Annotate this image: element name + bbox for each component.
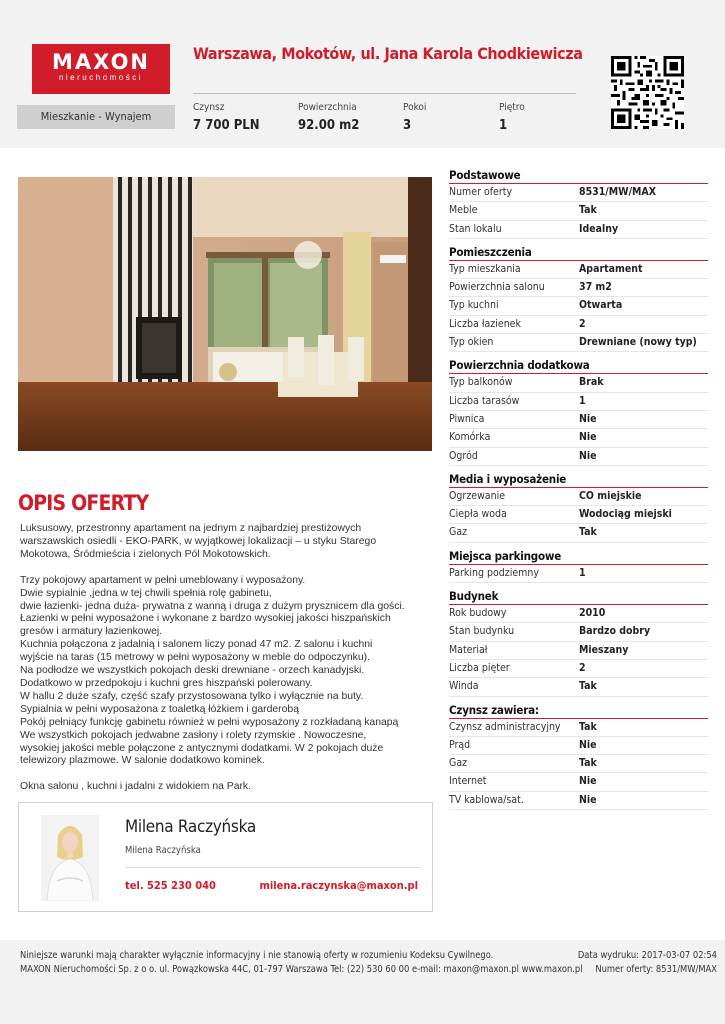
spec-row	[449, 448, 708, 466]
agent-subtitle: Milena Raczyńska	[125, 845, 201, 856]
stat-floor	[499, 102, 525, 133]
spec-row	[449, 623, 708, 641]
spec-row	[449, 737, 708, 755]
spec-key: Czynsz administracyjny	[449, 720, 561, 733]
spec-key: Typ kuchni	[449, 299, 499, 312]
spec-key: Winda	[449, 680, 479, 693]
spec-value: 2010	[579, 607, 606, 620]
description-line: gresów i armatury łazienkowej.	[20, 626, 163, 638]
spec-section	[449, 168, 708, 245]
spec-value: Otwarta	[579, 299, 623, 312]
spec-value: Tak	[579, 204, 597, 217]
spec-section-title: Podstawowe	[449, 168, 708, 184]
spec-key: Meble	[449, 204, 478, 217]
spec-row	[449, 279, 708, 297]
spec-row	[449, 773, 708, 791]
spec-value: Bardzo dobry	[579, 625, 651, 638]
spec-value: CO miejskie	[579, 489, 642, 502]
spec-key: Komórka	[449, 431, 491, 444]
description-body	[20, 523, 420, 794]
spec-value: Tak	[579, 757, 597, 770]
spec-value: Nie	[579, 738, 597, 751]
spec-row	[449, 605, 708, 623]
description-line: Mokotowa, Śródmieścia i zielonych Pól Mokotowskich.	[20, 548, 271, 560]
description-line: Na podłodze we wszystkich pokojach deski drewniane - orzech kanadyjski.	[20, 665, 365, 677]
spec-section	[449, 358, 708, 471]
description-line: Trzy pokojowy apartament w pełni umeblowany i wyposażony.	[20, 574, 306, 586]
spec-value: 2	[579, 661, 586, 674]
spec-row	[449, 221, 708, 239]
stat-rent	[193, 102, 260, 133]
agent-avatar	[41, 815, 99, 901]
spec-section-title: Powierzchnia dodatkowa	[449, 358, 708, 374]
spec-section-title: Miejsca parkingowe	[449, 549, 708, 565]
spec-key: Powierzchnia salonu	[449, 281, 545, 294]
spec-value: Wodociąg miejski	[579, 508, 672, 521]
paragraph-gap	[20, 562, 420, 575]
property-type-badge: Mieszkanie - Wynajem	[17, 105, 175, 129]
description-line: We wszystkich pokojach jedwabne zasłony i rolety rzymskie . Nowoczesne,	[20, 729, 367, 741]
spec-row	[449, 374, 708, 392]
spec-value: Mieszany	[579, 643, 629, 656]
spec-section-title: Budynek	[449, 589, 708, 605]
footer	[0, 940, 725, 1024]
spec-row	[449, 755, 708, 773]
spec-row	[449, 411, 708, 429]
header-band	[0, 0, 725, 148]
description-line: wyjście na taras (15 metrowy w pełni wyposażony w meble do odpoczynku).	[20, 652, 370, 664]
spec-value: Apartament	[579, 262, 643, 275]
spec-value: Idealny	[579, 222, 619, 235]
spec-value: 8531/MW/MAX	[579, 186, 657, 198]
spec-row	[449, 316, 708, 334]
spec-key: Liczba tarasów	[449, 394, 520, 407]
spec-key: Piwnica	[449, 412, 485, 425]
spec-key: Materiał	[449, 643, 488, 656]
spec-row	[449, 642, 708, 660]
spec-section-gap	[449, 810, 708, 816]
agent-name: Milena Raczyńska	[125, 817, 256, 837]
property-address: Warszawa, Mokotów, ul. Jana Karola Chodkiewicza	[193, 44, 583, 63]
logo-brand: MAXON	[51, 50, 151, 74]
spec-key: Liczba łazienek	[449, 317, 521, 330]
qr-code-icon	[611, 56, 684, 129]
spec-key: Internet	[449, 775, 487, 788]
footer-offer-number: Numer oferty: 8531/MW/MAX	[595, 964, 717, 975]
spec-key: Stan lokalu	[449, 222, 502, 235]
spec-row	[449, 184, 708, 202]
spec-section-title: Pomieszczenia	[449, 245, 708, 261]
stat-label: Powierzchnia	[298, 102, 357, 113]
stat-value: 7 700 PLN	[193, 118, 260, 133]
spec-key: Typ okien	[449, 336, 494, 349]
spec-row	[449, 524, 708, 542]
stat-area	[298, 102, 359, 133]
spec-key: Typ mieszkania	[449, 262, 521, 275]
spec-section	[449, 245, 708, 358]
footer-right	[578, 949, 717, 977]
stat-label: Pokoi	[403, 102, 427, 113]
spec-value: Tak	[579, 526, 597, 539]
spec-row	[449, 506, 708, 524]
stat-value: 3	[403, 118, 412, 133]
spec-key: Typ balkonów	[449, 376, 513, 389]
spec-value: Nie	[579, 431, 597, 444]
description-title: OPIS OFERTY	[18, 491, 149, 515]
spec-key: Numer oferty	[449, 186, 513, 198]
description-line: dwie łazienki- jedna duża- prywatna z wanną i druga z dużym prysznicem dla gości.	[20, 600, 405, 612]
description-line: Luksusowy, przestronny apartament na jednym z najbardziej prestiżowych	[20, 523, 362, 534]
spec-row	[449, 429, 708, 447]
spec-section-title: Czynsz zawiera:	[449, 703, 708, 719]
spec-value: Tak	[579, 680, 597, 693]
spec-key: Gaz	[449, 757, 468, 770]
agent-phone[interactable]: tel. 525 230 040	[125, 879, 216, 892]
spec-row	[449, 261, 708, 279]
spec-row	[449, 334, 708, 352]
description-line: Okna salonu , kuchni i jadalni z widokiem na Park.	[20, 781, 252, 793]
spec-key: Prąd	[449, 738, 471, 751]
description-line: Łazienki w pełni wyposażone i wykonane z bardzo wysokiej jakości hiszpańskich	[20, 613, 391, 625]
spec-value: Nie	[579, 449, 597, 462]
spec-row	[449, 297, 708, 315]
spec-row	[449, 678, 708, 696]
property-photo	[18, 177, 432, 451]
spec-value: Nie	[579, 775, 597, 788]
spec-section	[449, 549, 708, 589]
spec-section	[449, 589, 708, 702]
footer-disclaimer: Niniejsze warunki mają charakter wyłącznie informacyjny i nie stanowią oferty w rozumieniu Kodeksu Cywilnego.	[20, 950, 494, 961]
spec-value: 37 m2	[579, 281, 612, 294]
maxon-logo	[32, 44, 170, 94]
specs-panel	[449, 168, 708, 816]
footer-left	[20, 949, 583, 977]
spec-value: Drewniane (nowy typ)	[579, 336, 697, 349]
description-line: Dodatkowo w przedpokoju i kuchni gres hiszpański polerowany.	[20, 677, 313, 689]
spec-key: TV kablowa/sat.	[449, 793, 524, 806]
stat-label: Piętro	[499, 102, 525, 113]
description-line: telewizory plazmowe. W salonie dodatkowo kominek.	[20, 755, 265, 767]
agent-card	[18, 802, 433, 912]
stat-label: Czynsz	[193, 102, 225, 113]
spec-key: Ogród	[449, 449, 478, 462]
spec-key: Gaz	[449, 526, 468, 539]
address-divider	[193, 93, 576, 94]
agent-email-link[interactable]: milena.raczynska@maxon.pl	[259, 879, 418, 892]
paragraph-gap	[20, 768, 420, 781]
description-line: warszawskich osiedli - EKO-PARK, w wyjątkowej lokalizacji – u styku Starego	[20, 535, 377, 547]
description-line: Kuchnia połączona z jadalnią i salonem liczy ponad 47 m2. Z salonu i kuchni	[20, 639, 373, 651]
spec-value: Tak	[579, 720, 597, 733]
spec-section	[449, 472, 708, 549]
spec-value: Brak	[579, 376, 604, 389]
footer-print-date: Data wydruku: 2017-03-07 02:54	[577, 950, 717, 961]
spec-row	[449, 488, 708, 506]
spec-key: Ciepła woda	[449, 508, 507, 521]
spec-row	[449, 719, 708, 737]
stat-value: 1	[499, 118, 508, 133]
spec-value: 1	[579, 394, 586, 407]
stat-value: 92.00 m2	[298, 118, 360, 133]
spec-row	[449, 792, 708, 810]
spec-value: Nie	[579, 412, 597, 425]
spec-value: 2	[579, 317, 586, 330]
spec-row	[449, 202, 708, 220]
spec-value: Nie	[579, 793, 597, 806]
spec-key: Parking podziemny	[449, 566, 539, 579]
description-line: wysokiej jakości meble połączone z antycznymi dodatkami. W 2 pokojach duże	[20, 742, 384, 754]
agent-divider	[125, 867, 421, 868]
spec-key: Ogrzewanie	[449, 489, 506, 502]
description-line: Dwie sypialnie ,jedna w tej chwili spełnia rolę gabinetu,	[20, 587, 272, 599]
logo-subtitle: nieruchomości	[58, 73, 144, 82]
footer-company: MAXON Nieruchomości Sp. z o o. ul. Powązkowska 44C, 01-797 Warszawa Tel: (22) 530 60 00 e-mail: maxon@maxon.pl www.maxon.pl	[20, 964, 583, 975]
spec-key: Liczba pięter	[449, 661, 510, 674]
description-line: Pokój pełniący funkcję gabinetu również w pełni wyposażony z rozkładaną kanapą	[20, 716, 399, 728]
description-line: W hallu 2 duże szafy, część szafy przystosowana tylko i wyłącznie na buty.	[20, 690, 364, 702]
spec-key: Rok budowy	[449, 607, 507, 620]
stat-rooms	[403, 102, 426, 133]
spec-value: 1	[579, 566, 586, 579]
spec-key: Stan budynku	[449, 625, 515, 638]
spec-row	[449, 660, 708, 678]
description-line: Sypialnia w pełni wyposażona z toaletką łóżkiem i garderobą	[20, 703, 299, 715]
spec-section	[449, 703, 708, 816]
spec-row	[449, 565, 708, 583]
spec-row	[449, 393, 708, 411]
spec-section-title: Media i wyposażenie	[449, 472, 708, 488]
